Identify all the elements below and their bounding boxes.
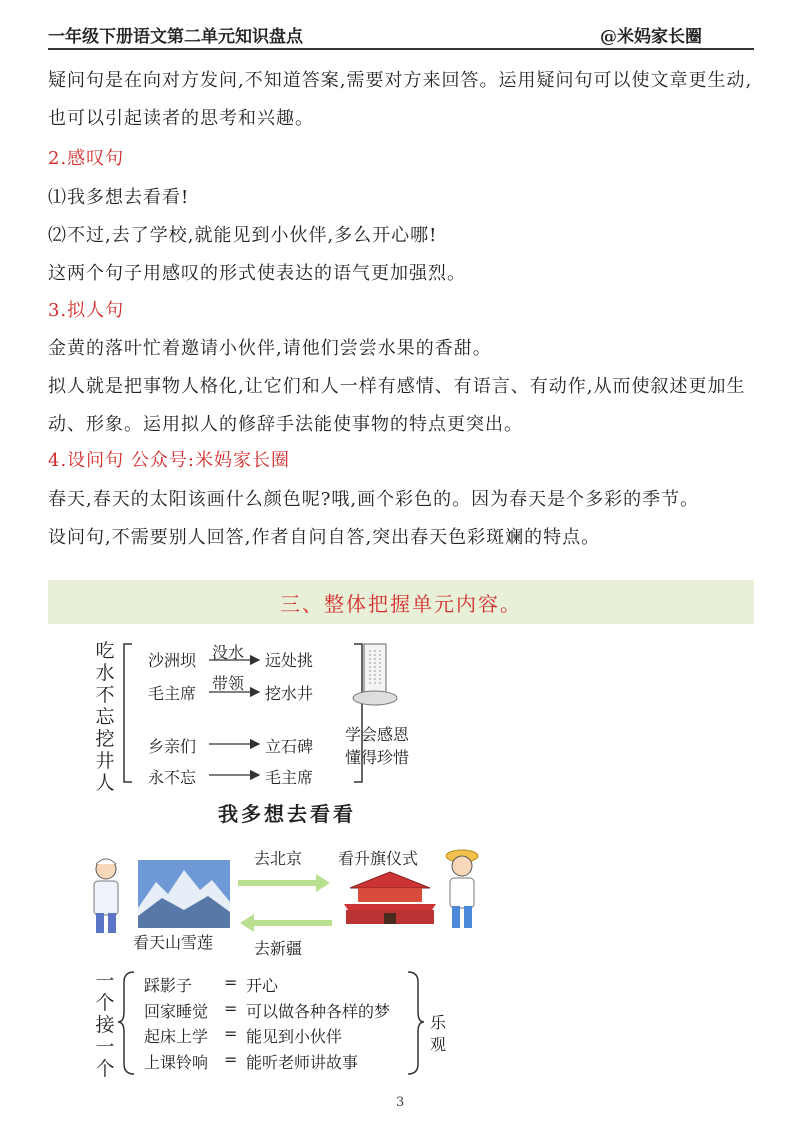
diagram1-row2-right: 挖水井 <box>265 684 314 703</box>
title-char: 吃 <box>95 640 115 662</box>
diagram1-row2-arrow-label: 带领 <box>212 674 245 693</box>
account-handle: @米妈家长圈 <box>600 27 702 47</box>
diagram3-row2-left: 回家睡觉 <box>144 1002 209 1021</box>
diagram3-conclusion <box>427 1012 449 1056</box>
page-number: 3 <box>396 1095 405 1110</box>
diagram1-conclusion-line1: 学会感恩 <box>345 725 410 744</box>
personification-explanation-line1: 拟人就是把事物人格化,让它们和人一样有感情、有语言、有动作,从而使叙述更加生 <box>48 376 746 397</box>
diagram1-row3-right: 立石碑 <box>265 737 314 756</box>
diagram1-row4-left: 永不忘 <box>148 768 197 787</box>
title-char: 不 <box>95 684 115 706</box>
stone-tablet-illustration <box>350 640 400 710</box>
diagram3-row4-eq: = <box>224 1050 238 1069</box>
title-char: 接 <box>95 1014 115 1036</box>
title-char: 挖 <box>95 728 115 750</box>
personification-explanation-line2: 动、形象。运用拟人的修辞手法能使事物的特点更突出。 <box>48 414 523 435</box>
section-title: 三、整体把握单元内容。 <box>280 591 522 616</box>
bottom-arrow-label: 去新疆 <box>254 939 303 958</box>
top-right-label: 看升旗仪式 <box>338 849 419 868</box>
exclamatory-example-2: ⑵不过,去了学校,就能见到小伙伴,多么开心哪! <box>48 225 438 246</box>
diagram1-row3-left: 乡亲们 <box>148 737 197 756</box>
top-arrow-label: 去北京 <box>254 849 303 868</box>
diagram2-title: 我多想去看看 <box>218 802 356 826</box>
rhetorical-explanation: 设问句,不需要别人回答,作者自问自答,突出春天色彩斑斓的特点。 <box>48 527 601 548</box>
diagram1-vertical-title <box>94 640 116 794</box>
diagram3-vertical-title <box>94 970 116 1080</box>
tiananmen-illustration <box>340 866 440 926</box>
question-sentence-explanation-line1: 疑问句是在向对方发问,不知道答案,需要对方来回答。运用疑问句可以使文章更生动, <box>48 70 753 91</box>
diagram1-row2-left: 毛主席 <box>148 684 197 703</box>
title-char: 个 <box>95 992 115 1014</box>
diagram3-row2-right: 可以做各种各样的梦 <box>246 1002 391 1021</box>
child-uyghur-illustration <box>84 855 128 940</box>
heading-personification: 3.拟人句 <box>48 300 125 321</box>
title-char: 一 <box>95 1036 115 1058</box>
title-char: 井 <box>95 750 115 772</box>
diagram1-row1-arrow-label: 没水 <box>212 643 245 662</box>
title-char: 个 <box>95 1058 115 1080</box>
conclusion-char: 乐 <box>429 1013 446 1032</box>
travel-arrows <box>238 870 332 940</box>
diagram3-row1-right: 开心 <box>246 976 279 995</box>
question-sentence-explanation-line2: 也可以引起读者的思考和兴趣。 <box>48 108 314 129</box>
rhetorical-example: 春天,春天的太阳该画什么颜色呢?哦,画个彩色的。因为春天是个多彩的季节。 <box>48 489 700 510</box>
document-title: 一年级下册语文第二单元知识盘点 <box>48 27 303 47</box>
diagram3-row2-eq: = <box>224 999 238 1018</box>
heading-exclamatory-sentence: 2.感叹句 <box>48 148 125 169</box>
conclusion-char: 观 <box>429 1035 446 1054</box>
header-divider <box>48 48 754 50</box>
diagram3-row4-right: 能听老师讲故事 <box>246 1053 359 1072</box>
child-with-hat-illustration <box>440 846 484 936</box>
diagram3-row1-eq: = <box>224 973 238 992</box>
diagram1-row4-right: 毛主席 <box>265 768 314 787</box>
title-char: 一 <box>95 970 115 992</box>
exclamatory-explanation: 这两个句子用感叹的形式使表达的语气更加强烈。 <box>48 263 466 284</box>
diagram1-arrows <box>205 650 265 780</box>
diagram3-row3-right: 能见到小伙伴 <box>246 1027 343 1046</box>
exclamatory-example-1: ⑴我多想去看看! <box>48 187 190 208</box>
section-banner <box>48 580 754 624</box>
diagram3-row3-left: 起床上学 <box>144 1027 209 1046</box>
diagram3-row3-eq: = <box>224 1024 238 1043</box>
heading-rhetorical-question: 4.设问句 公众号:米妈家长圈 <box>48 450 290 471</box>
diagram3-row1-left: 踩影子 <box>144 976 193 995</box>
diagram1-row1-left: 沙洲坝 <box>148 651 197 670</box>
title-char: 水 <box>95 662 115 684</box>
diagram3-row4-left: 上课铃响 <box>144 1053 209 1072</box>
diagram1-row1-right: 远处挑 <box>265 651 314 670</box>
bottom-left-label: 看天山雪莲 <box>133 933 214 952</box>
personification-example: 金黄的落叶忙着邀请小伙伴,请他们尝尝水果的香甜。 <box>48 338 492 359</box>
title-char: 忘 <box>95 706 115 728</box>
tianshan-snow-lotus-image <box>138 860 230 928</box>
diagram1-conclusion-line2: 懂得珍惜 <box>345 748 410 767</box>
title-char: 人 <box>95 772 115 794</box>
